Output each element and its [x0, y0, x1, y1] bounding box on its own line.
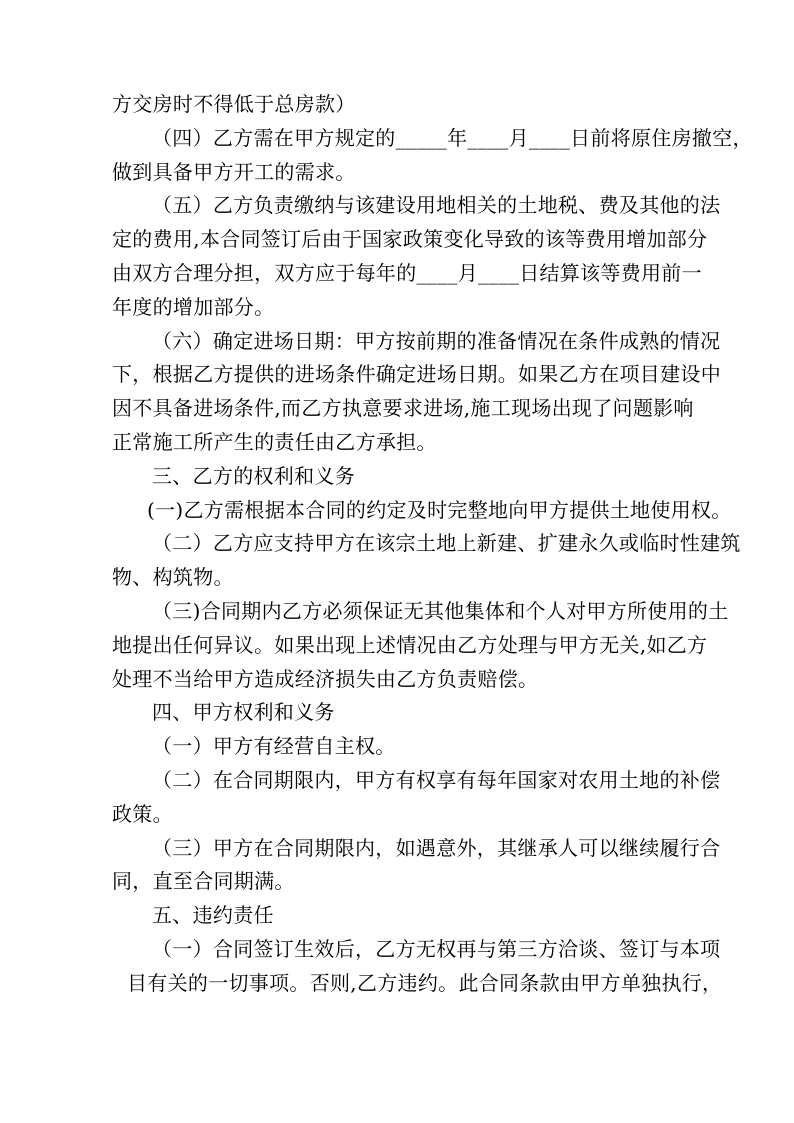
text-line: 由双方合理分担，双方应于每年的____月____日结算该等费用前一 — [112, 260, 702, 285]
text-line: 三、乙方的权利和义务 — [152, 463, 355, 488]
text-line: 因不具备进场条件,而乙方执意要求进场,施工现场出现了问题影响 — [112, 396, 694, 421]
text-line: 政策。 — [112, 801, 173, 826]
text-line: 五、违约责任 — [152, 903, 274, 928]
text-line: 地提出任何异议。如果出现上述情况由乙方处理与甲方无关,如乙方 — [112, 632, 708, 657]
text-line: 方交房时不得低于总房款） — [112, 92, 356, 116]
text-line: （三)合同期内乙方必须保证无其他集体和个人对甲方所使用的土 — [152, 598, 729, 623]
text-line: 处理不当给甲方造成经济损失由乙方负责赔偿。 — [112, 666, 539, 691]
text-line: （六）确定进场日期：甲方按前期的准备情况在条件成熟的情况 — [152, 328, 721, 353]
text-line: (一)乙方需根据本合同的约定及时完整地向甲方提供土地使用权。 — [147, 497, 732, 522]
text-line: 正常施工所产生的责任由乙方承担。 — [112, 429, 437, 454]
text-line: 四、甲方权利和义务 — [152, 700, 335, 725]
text-line: （四）乙方需在甲方规定的_____年____月____日前将原住房撤空， — [152, 125, 753, 150]
text-line: 年度的增加部分。 — [112, 294, 275, 319]
text-line: （二）乙方应支持甲方在该宗土地上新建、扩建永久或临时性建筑 — [152, 531, 741, 556]
text-line: （三）甲方在合同期限内，如遇意外，其继承人可以继续履行合 — [152, 835, 721, 860]
text-line: （二）在合同期限内，甲方有权享有每年国家对农用土地的补偿 — [152, 767, 721, 792]
text-line: 同，直至合同期满。 — [112, 869, 295, 894]
text-line: 做到具备甲方开工的需求。 — [112, 159, 356, 184]
text-line: 下，根据乙方提供的进场条件确定进场日期。如果乙方在项目建设中 — [112, 362, 721, 387]
text-line: （一）甲方有经营自主权。 — [152, 734, 396, 759]
text-line: （一）合同签订生效后，乙方无权再与第三方洽谈、签订与本项 — [152, 936, 721, 961]
text-line: 物、构筑物。 — [112, 565, 234, 590]
document-body — [112, 88, 753, 1001]
text-line: （五）乙方负责缴纳与该建设用地相关的土地税、费及其他的法 — [152, 193, 721, 218]
text-line: 定的费用,本合同签订后由于国家政策变化导致的该等费用增加部分 — [112, 227, 708, 252]
text-line: 目有关的一切事项。否则,乙方违约。此合同条款由甲方单独执行， — [127, 970, 723, 995]
